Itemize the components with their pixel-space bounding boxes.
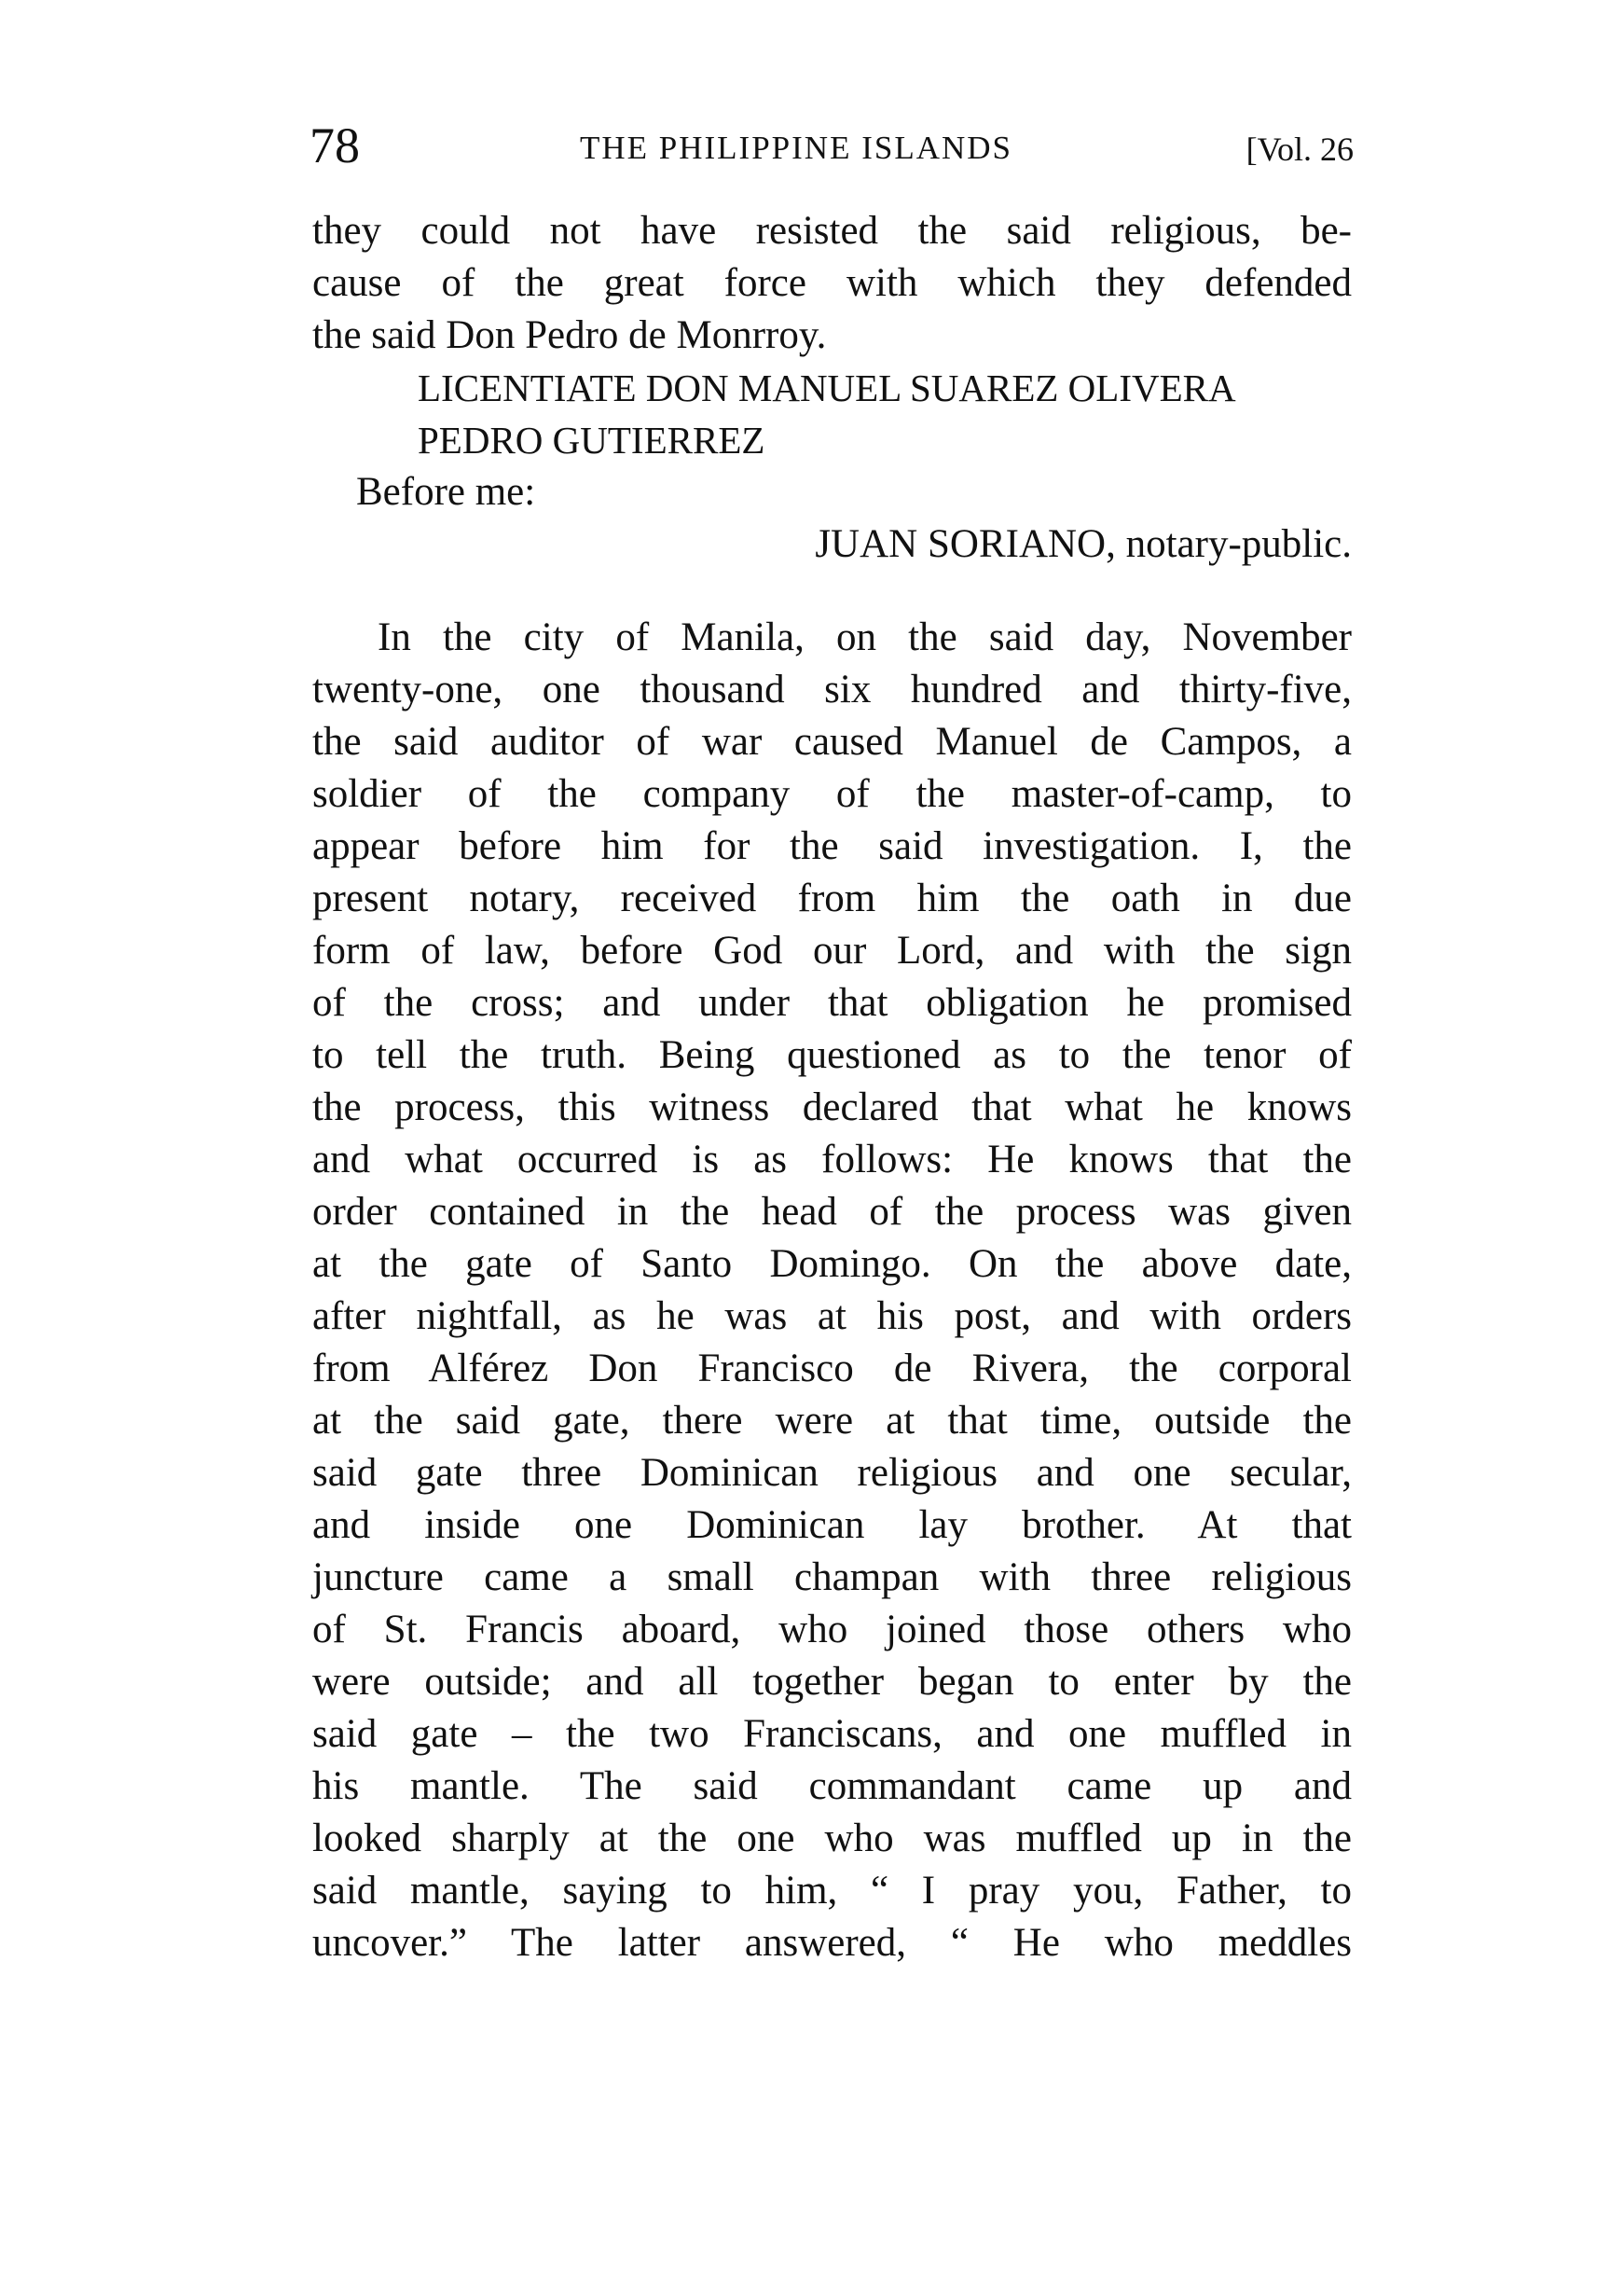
text-line: of St. Francis aboard, who joined those others who [312,1608,1352,1651]
text-line: the said auditor of war caused Manuel de Campos, a [312,720,1352,764]
text-line: and what occurred is as follows: He knows that the [312,1138,1352,1181]
text-line: cause of the great force with which they defended [312,261,1352,305]
text-line: the said Don Pedro de Monrroy. [312,313,827,357]
text-line: after nightfall, as he was at his post, and with orders [312,1294,1352,1338]
text-line: said gate three Dominican religious and one secular, [312,1451,1352,1495]
paragraph-gap [312,571,1352,612]
volume-label: [Vol. 26 [1246,131,1354,168]
text-line: looked sharply at the one who was muffled up in the [312,1816,1352,1860]
text-line: said gate – the two Franciscans, and one muffled in [312,1712,1352,1756]
text-line: from Alférez Don Francisco de Rivera, the corporal [312,1347,1352,1390]
text-line: In the city of Manila, on the said day, November [378,615,1352,659]
text-line: were outside; and all together began to enter by the [312,1660,1352,1704]
text-line: they could not have resisted the said religious, be- [312,209,1352,253]
page-header [310,117,1354,182]
text-line: and inside one Dominican lay brother. At that [312,1503,1352,1547]
text-line: twenty-one, one thousand six hundred and thirty-five, [312,668,1352,711]
text-line: juncture came a small champan with three religious [312,1555,1352,1599]
text-line: of the cross; and under that obligation he promised [312,981,1352,1025]
text-line: appear before him for the said investigation. I, the [312,824,1352,868]
page-number: 78 [310,117,360,173]
text-line: form of law, before God our Lord, and with the sign [312,929,1352,973]
text-line: soldier of the company of the master-of-camp, to [312,772,1352,816]
text-line: uncover.” The latter answered, “ He who meddles [312,1921,1352,1965]
body-text [312,205,1352,1969]
before-me-label: Before me: [356,470,536,514]
signature-gutierrez: PEDRO GUTIERREZ [418,419,765,462]
text-line: to tell the truth. Being questioned as to the tenor of [312,1033,1352,1077]
text-line: present notary, received from him the oath in due [312,877,1352,920]
text-line: said mantle, saying to him, “ I pray you, Father, to [312,1869,1352,1913]
text-line: the process, this witness declared that what he knows [312,1085,1352,1129]
running-head: THE PHILIPPINE ISLANDS [580,130,1012,166]
signature-notary: JUAN SORIANO, notary-public. [815,522,1352,566]
signature-licentiate: LICENTIATE DON MANUEL SUAREZ OLIVERA [418,366,1236,409]
text-line: order contained in the head of the process was given [312,1190,1352,1234]
text-line: at the gate of Santo Domingo. On the above date, [312,1242,1352,1286]
text-line: his mantle. The said commandant came up and [312,1764,1352,1808]
text-line: at the said gate, there were at that time, outside the [312,1399,1352,1443]
